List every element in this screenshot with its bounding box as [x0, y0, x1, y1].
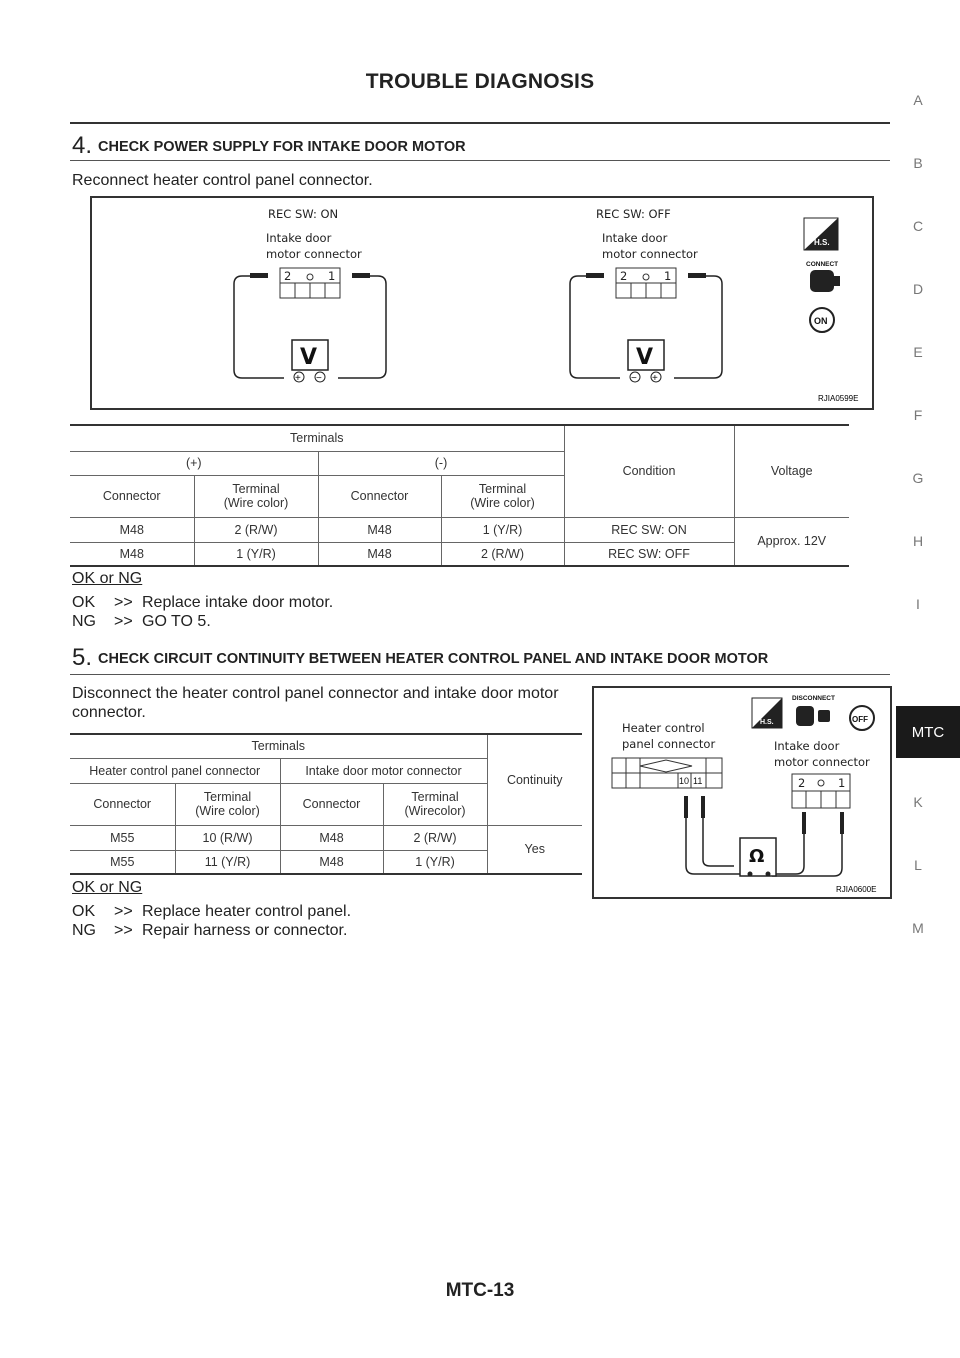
th-terminals: Terminals [70, 425, 564, 451]
figure2-id: RJIA0600E [836, 885, 877, 894]
connector-connect-icon [810, 270, 840, 292]
step4-instruction: Reconnect heater control panel connector. [72, 172, 373, 189]
voltage-check-diagram [92, 198, 872, 408]
side-index-g[interactable]: G [912, 470, 924, 486]
step4-ng-action: GO TO 5. [142, 613, 211, 630]
hcp-pin-11: 11 [693, 776, 703, 786]
right-connector-label-1: Intake door [602, 231, 668, 245]
page-title: TROUBLE DIAGNOSIS [365, 70, 595, 93]
table-row: M55 11 (Y/R) M48 1 (Y/R) [70, 850, 582, 874]
left-minus-terminal: − [316, 373, 322, 384]
th-condition: Condition [564, 425, 734, 517]
ignition-on-icon [810, 308, 834, 332]
th-hcp-connector: Heater control panel connector [70, 758, 280, 783]
side-index-d[interactable]: D [912, 281, 924, 297]
left-connector-label-1: Intake door [266, 231, 332, 245]
step5-number: 5. [72, 644, 93, 671]
th-plus: (+) [70, 451, 318, 475]
th-voltage: Voltage [734, 425, 849, 517]
step4-okng: OK or NG [72, 570, 143, 587]
right-pin-2: 2 [620, 269, 628, 283]
idm-pin-2: 2 [798, 776, 806, 790]
continuity-value: Yes [487, 825, 582, 874]
side-index-e[interactable]: E [913, 344, 923, 360]
left-circuit [234, 231, 386, 384]
figure-voltage-check [90, 196, 874, 410]
page-number: MTC-13 [445, 1280, 515, 1301]
connect-label: CONNECT [806, 261, 839, 268]
left-pin-1: 1 [328, 269, 336, 283]
side-index-f[interactable]: F [913, 407, 923, 423]
th-terminal-idm: Terminal (Wirecolor) [383, 783, 487, 825]
ohmmeter-symbol: Ω [749, 846, 765, 867]
figure-continuity-check [592, 686, 892, 899]
th-connector-hcp: Connector [70, 783, 175, 825]
side-index-mtc-tab[interactable]: MTC [896, 706, 960, 758]
side-index-c[interactable]: C [912, 218, 924, 234]
continuity-check-diagram [594, 688, 890, 897]
right-minus-terminal: − [631, 373, 637, 384]
connector-disconnect-icon [796, 706, 830, 726]
right-circuit [570, 231, 722, 384]
hs-badge-icon [804, 218, 838, 250]
svg-text:ON: ON [814, 316, 828, 326]
hcp-label-1: Heater control [622, 721, 705, 735]
right-plus-terminal: + [652, 373, 658, 384]
th-connector-minus: Connector [318, 475, 441, 517]
table-row: M55 10 (R/W) M48 2 (R/W) Yes [70, 825, 582, 850]
step4-ok-action: Replace intake door motor. [142, 594, 334, 611]
header-rule [70, 122, 890, 124]
voltage-table [70, 424, 849, 567]
step5-result-ng: NG >> Repair harness or connector. [72, 922, 348, 939]
idm-connector [792, 774, 850, 808]
continuity-table [70, 733, 582, 875]
left-voltmeter-symbol: V [300, 345, 318, 370]
side-index-i[interactable]: I [916, 596, 920, 612]
disconnect-label: DISCONNECT [792, 695, 835, 702]
left-plus-terminal: + [295, 373, 301, 384]
step5-heading-text: CHECK CIRCUIT CONTINUITY BETWEEN HEATER CONTROL PANEL AND INTAKE DOOR MOTOR [98, 651, 769, 667]
hs-badge-icon [752, 698, 782, 728]
step5-instruction-1: Disconnect the heater control panel connector and intake door motor [72, 685, 559, 702]
idm-label-2: motor connector [774, 755, 870, 769]
right-pin-1: 1 [664, 269, 672, 283]
side-index-m[interactable]: M [912, 920, 924, 936]
svg-text:OFF: OFF [852, 715, 868, 724]
step5-instruction-2: connector. [72, 704, 146, 721]
th-terminal-hcp: Terminal (Wire color) [175, 783, 280, 825]
step5-result-ok: OK >> Replace heater control panel. [72, 903, 352, 920]
ignition-off-icon [850, 706, 874, 730]
side-index-b[interactable]: B [913, 155, 923, 171]
right-connector-label-2: motor connector [602, 247, 698, 261]
figure1-id: RJIA0599E [818, 394, 859, 403]
th-idm-connector: Intake door motor connector [280, 758, 487, 783]
th-connector-plus: Connector [70, 475, 194, 517]
step4-result-ng: NG >> GO TO 5. [72, 613, 211, 630]
step4-result-ok: OK >> Replace intake door motor. [72, 594, 334, 611]
hcp-connector [612, 758, 722, 788]
th-minus: (-) [318, 451, 564, 475]
step5-heading [72, 644, 768, 672]
step5-ok-action: Replace heater control panel. [142, 903, 352, 920]
th-terminals-2: Terminals [70, 734, 487, 758]
voltage-value: Approx. 12V [734, 517, 849, 566]
side-index-l[interactable]: L [914, 857, 922, 873]
idm-label-1: Intake door [774, 739, 840, 753]
th-connector-idm: Connector [280, 783, 383, 825]
side-index-k[interactable]: K [913, 794, 923, 810]
left-pin-2: 2 [284, 269, 292, 283]
idm-pin-1: 1 [838, 776, 846, 790]
svg-text:H.S.: H.S. [760, 719, 774, 726]
left-connector-label-2: motor connector [266, 247, 362, 261]
step5-rule [70, 674, 890, 675]
step5-ng-action: Repair harness or connector. [142, 922, 348, 939]
th-terminal-minus: Terminal (Wire color) [441, 475, 564, 517]
step4-heading-text: CHECK POWER SUPPLY FOR INTAKE DOOR MOTOR [98, 139, 466, 155]
svg-text:H.S.: H.S. [814, 238, 830, 247]
side-index-h[interactable]: H [912, 533, 924, 549]
step4-rule [70, 160, 890, 161]
step5-okng: OK or NG [72, 879, 143, 896]
th-continuity: Continuity [487, 734, 582, 825]
side-index-a[interactable]: A [913, 92, 923, 108]
step4-number: 4. [72, 132, 93, 159]
hcp-pin-10: 10 [679, 776, 690, 786]
right-voltmeter-symbol: V [636, 345, 654, 370]
table-row: M48 1 (Y/R) M48 2 (R/W) REC SW: OFF [70, 542, 849, 566]
step4-heading [72, 132, 466, 160]
hcp-label-2: panel connector [622, 737, 716, 751]
th-terminal-plus: Terminal (Wire color) [194, 475, 318, 517]
label-rec-off: REC SW: OFF [596, 207, 671, 221]
table-row: M48 2 (R/W) M48 1 (Y/R) REC SW: ON Approx. 12V [70, 517, 849, 542]
label-rec-on: REC SW: ON [268, 207, 339, 221]
